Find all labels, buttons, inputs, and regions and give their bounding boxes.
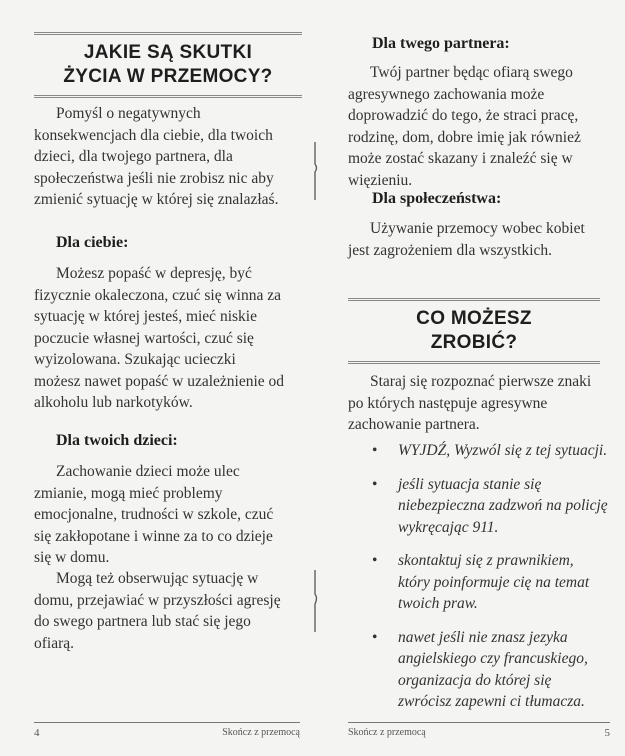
for-children-title: Dla twoich dzieci:: [56, 432, 178, 449]
for-partner-title: Dla twego partnera:: [372, 35, 510, 52]
advice-item: [372, 474, 608, 539]
for-you-title: Dla ciebie:: [56, 234, 129, 251]
advice-item-text: skontaktuj się z prawnikiem, który poinformuje cię na temat twoich praw.: [398, 552, 590, 612]
advice-item-text: WYJDŹ, Wyzwól się z tej sytuacji.: [398, 442, 608, 459]
for-children-text-1: Zachowanie dzieci może ulec zmianie, mogą mieć problemy emocjonalne, trudności w szkole, czuć się zakłopotane i winne za to co dzieje się w domu.: [34, 463, 274, 566]
right-footer-title: Skończ z przemocą: [348, 727, 426, 738]
what-can-you-do-intro: Staraj się rozpoznać pierwsze znaki po których następuje agresywne zachowanie partnera.: [348, 373, 592, 433]
for-society-text: Używanie przemocy wobec kobiet jest zagrożeniem dla wszystkich.: [348, 220, 585, 259]
bullet-icon: •: [372, 552, 378, 569]
left-footer-title: Skończ z przemocą: [222, 727, 300, 738]
bullet-icon: •: [372, 442, 378, 459]
right-page-number: 5: [604, 727, 610, 739]
effects-heading: [34, 32, 302, 98]
effects-heading-line-2: ŻYCIA W PRZEMOCY?: [63, 66, 273, 87]
advice-item: [372, 550, 608, 615]
for-you-text: Możesz popaść w depresję, być fizycznie okaleczona, czuć się winna za sytuację w której jesteś, mieć niskie poczucie własnej wartości, czuć się wyizolowana. Szukając ucieczki możesz nawet popaść w uzależnienie od alkoholu lub narkotyków.: [34, 265, 285, 411]
effects-heading-line-1: JAKIE SĄ SKUTKI: [83, 42, 253, 63]
advice-item-text: nawet jeśli nie znasz jezyka angielskiego czy francuskiego, organizacja do której się zwrócisz zapewni ci tłumacza.: [398, 628, 588, 710]
right-footer: [348, 722, 610, 743]
right-page: [312, 0, 625, 756]
what-can-you-do-heading: [348, 298, 600, 364]
advice-item: [372, 440, 608, 462]
for-society-title: Dla społeczeństwa:: [372, 190, 502, 207]
left-page: [0, 0, 312, 756]
advice-item-text: jeśli sytuacja stanie się niebezpieczna zadzwoń na policję wykręcając 911.: [398, 475, 608, 536]
for-partner-text: Twój partner będąc ofiarą swego agresywnego zachowania może doprowadzić do tego, że straci pracę, rodzinę, dom, dobre imię jak również może zostać skazany i znaleźć się w więzieniu.: [348, 64, 581, 189]
what-can-you-do-line-2: ZROBIĆ?: [430, 332, 518, 353]
what-can-you-do-line-1: CO MOŻESZ: [416, 308, 532, 329]
for-children-text-2: Mogą też obserwując sytuację w domu, przejawiać w przyszłości agresję do swego partnera lub stać się jego ofiarą.: [34, 570, 281, 652]
left-footer: [34, 722, 300, 743]
bullet-icon: •: [372, 475, 378, 493]
left-page-number: 4: [34, 727, 40, 739]
advice-item: [372, 627, 608, 713]
bullet-icon: •: [372, 628, 378, 646]
effects-intro: Pomyśl o negatywnych konsekwencjach dla ciebie, dla twoich dzieci, dla twojego partnera, dla społeczeństwa jeśli nie zrobisz nic aby zmienić sytuację w której się znalazłaś.: [34, 105, 279, 208]
advice-list: [372, 440, 608, 725]
